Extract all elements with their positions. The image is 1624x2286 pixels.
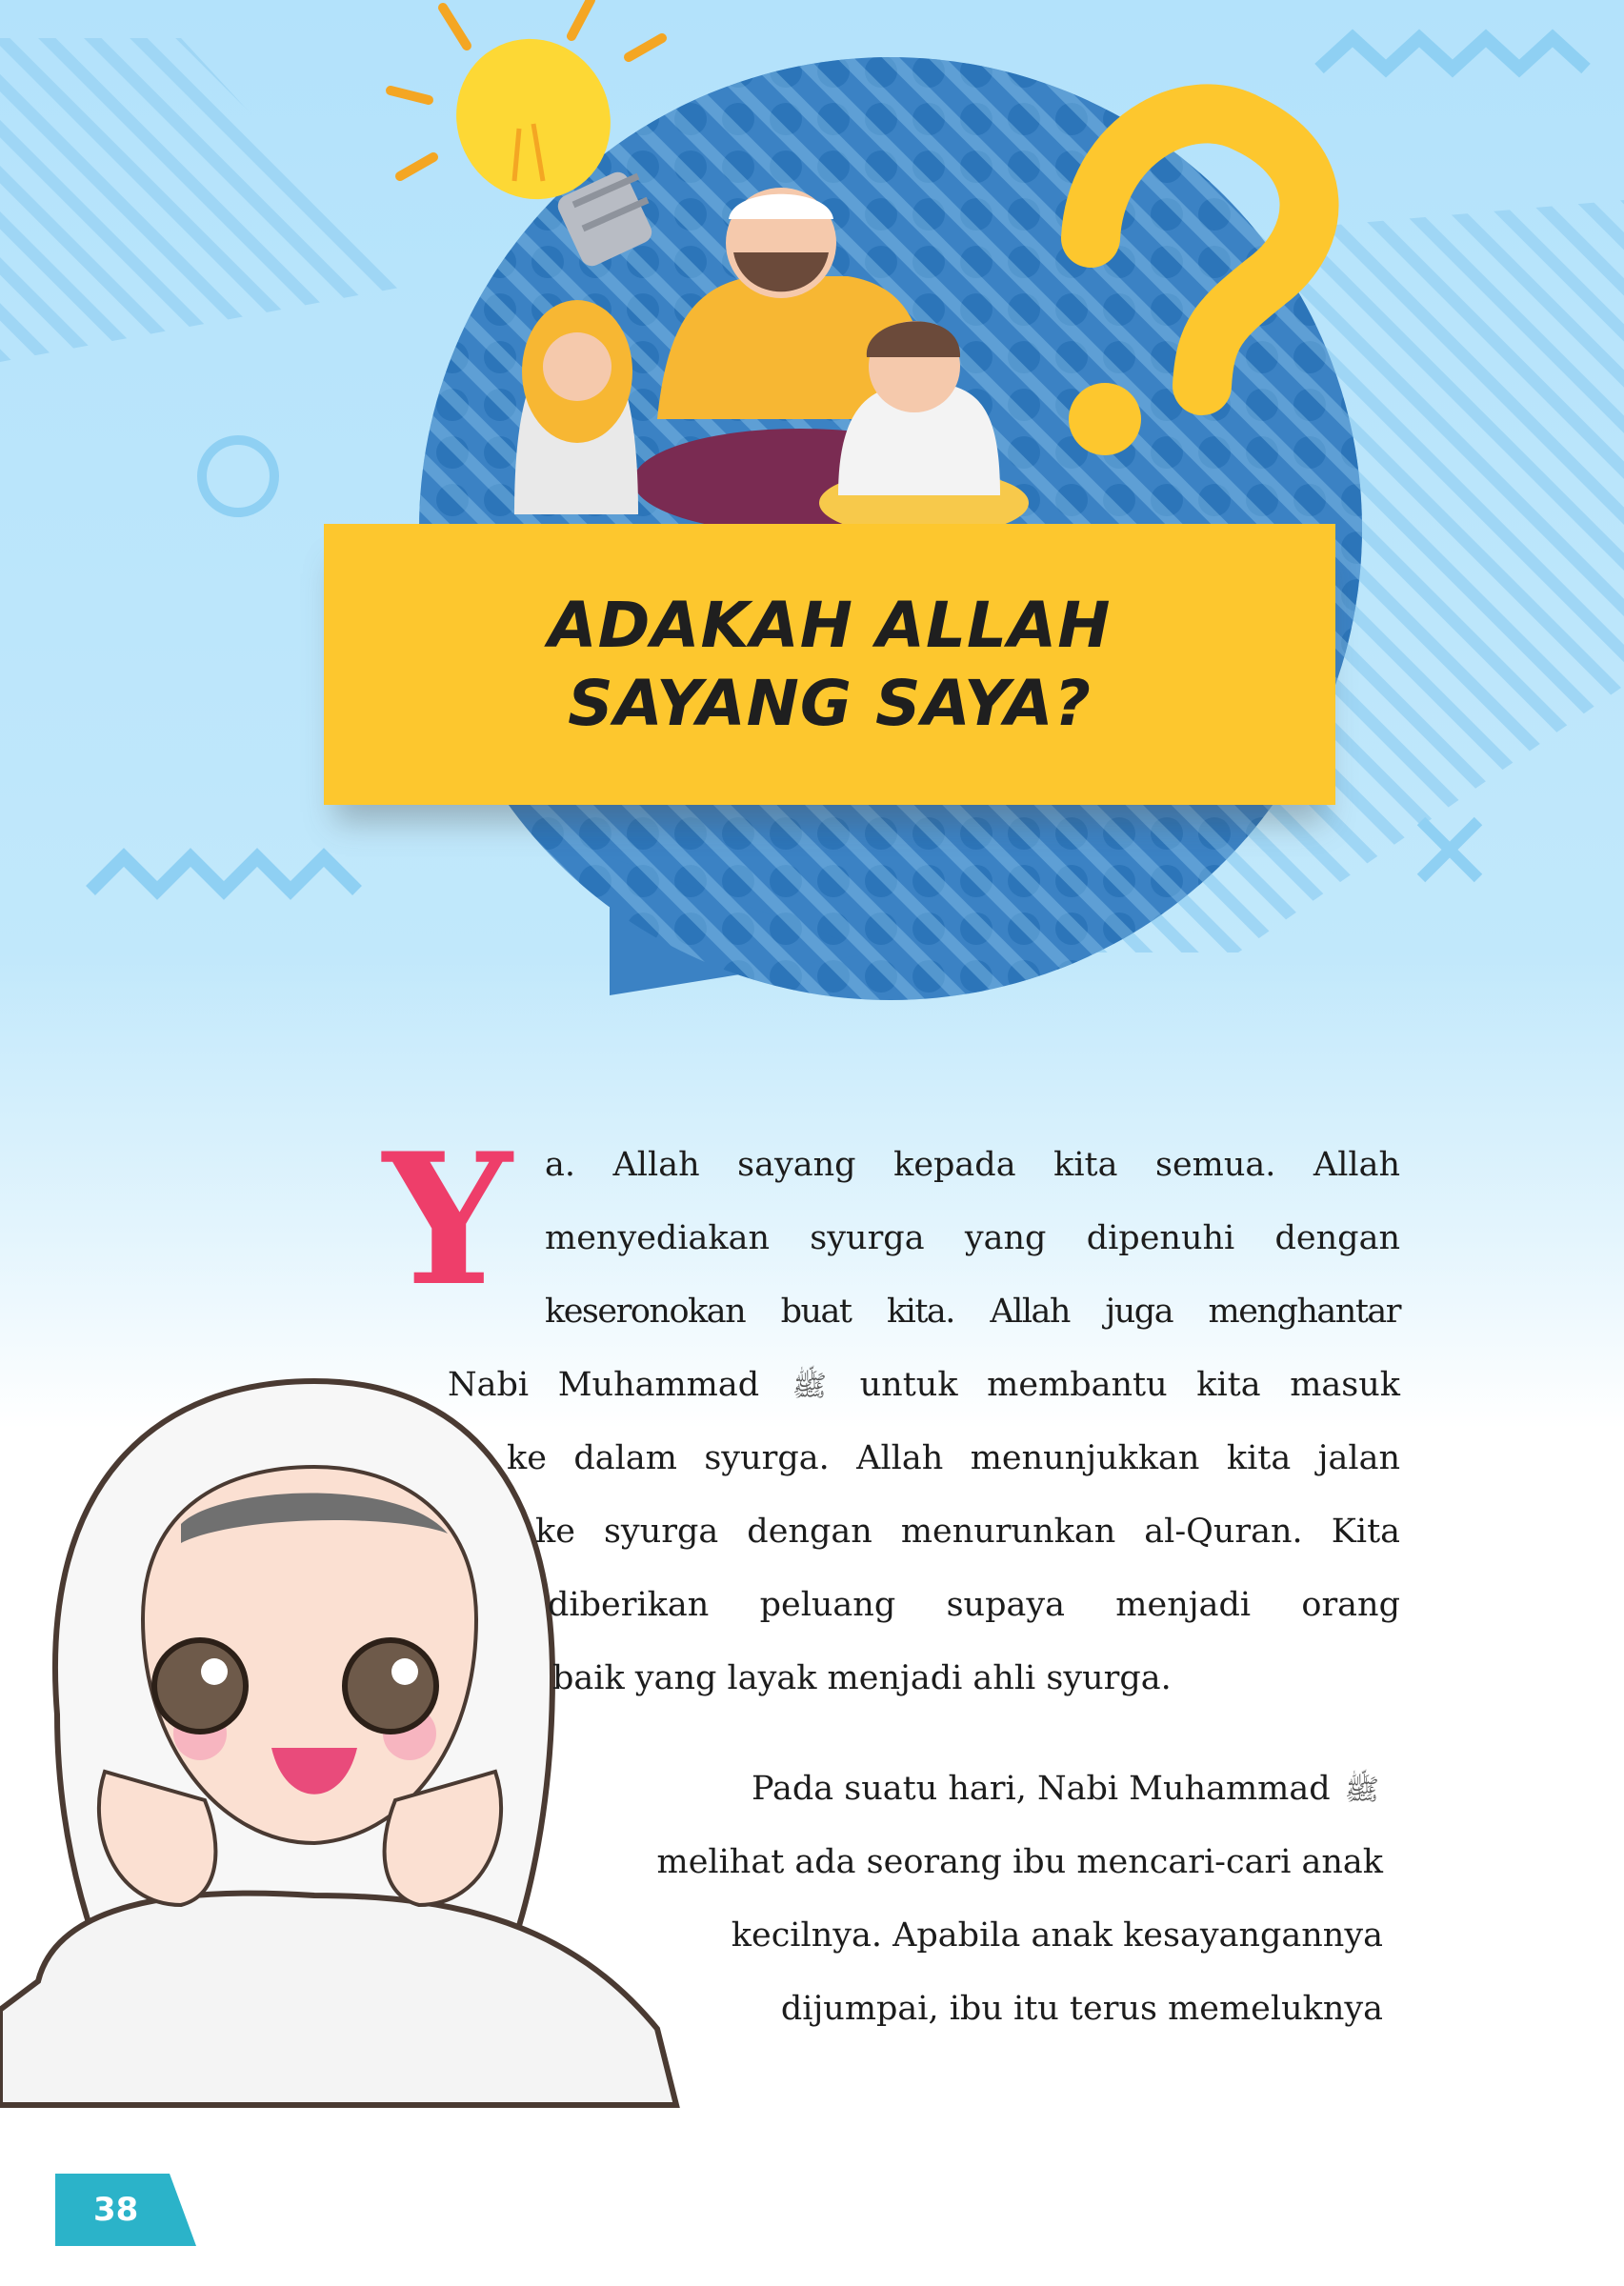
saw-glyph: ﷺ: [1344, 1774, 1379, 1807]
paragraph-line: dijumpai, ibu itu terus memeluknya: [780, 1990, 1383, 2028]
paragraph-1: [448, 1129, 1400, 1715]
paragraph-line: kecilnya. Apabila anak kesayangannya: [731, 1916, 1383, 1955]
circle-outline: [202, 440, 274, 512]
title-banner: [324, 524, 1335, 805]
paragraph-line: menyediakan syurga yang dipenuhi dengan: [545, 1219, 1400, 1257]
paragraph-line: keseronokan buat kita. Allah juga menghantar: [545, 1293, 1400, 1331]
paragraph-line: baik yang layak menjadi ahli syurga.: [552, 1659, 1172, 1697]
paragraph-line: diberikan peluang supaya menjadi orang: [548, 1586, 1400, 1624]
paragraph-line: a. Allah sayang kepada kita semua. Allah: [545, 1146, 1400, 1184]
page-number: 38: [93, 2191, 139, 2229]
paragraph-line-part: untuk membantu kita masuk: [859, 1366, 1400, 1404]
title-line-1: ADAKAH ALLAH: [548, 588, 1112, 662]
dropcap: Y: [383, 1113, 512, 1326]
paragraph-line-part: Pada suatu hari, Nabi Muhammad: [752, 1770, 1331, 1808]
paragraph-line-part: Nabi Muhammad: [448, 1366, 760, 1404]
saw-glyph: ﷺ: [792, 1370, 828, 1403]
paragraph-line: [571, 1753, 1383, 1826]
cross-mark: [1421, 821, 1478, 878]
striped-panel-left: [0, 38, 410, 362]
paragraph-line: [448, 1349, 1400, 1422]
paragraph-line: melihat ada seorang ibu mencari-cari anak: [656, 1843, 1383, 1881]
title-line-2: SAYANG SAYA?: [568, 666, 1092, 740]
lightbulb-icon: [391, 0, 662, 270]
zigzag-left: [90, 857, 357, 891]
zigzag-top-right: [1319, 38, 1586, 69]
paragraph-line: ke dalam syurga. Allah menunjukkan kita jalan: [507, 1439, 1400, 1477]
paragraph-line: ke syurga dengan menurunkan al-Quran. Kita: [535, 1513, 1400, 1551]
paragraph-2: [571, 1753, 1383, 2046]
